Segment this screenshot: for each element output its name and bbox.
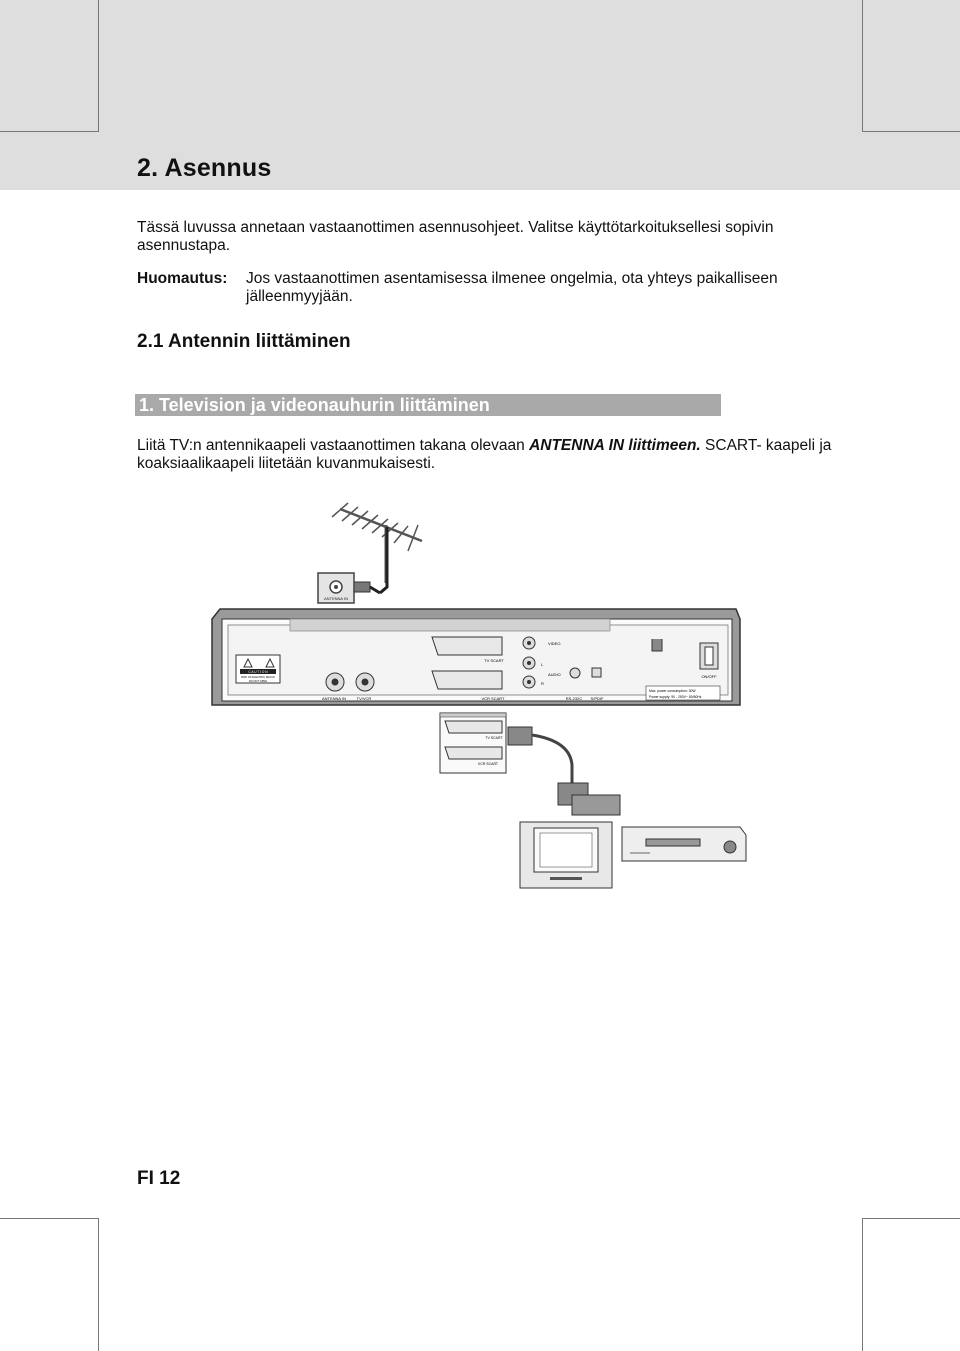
crop-mark xyxy=(862,1218,863,1351)
antenna-in-label: ANTENNA IN xyxy=(321,696,347,701)
subsection-title: 2.1 Antennin liittäminen xyxy=(137,331,351,352)
power-line2: Power supply: 90 - 250V~ 50/60Hz xyxy=(649,695,702,699)
caution-line2: DO NOT OPEN xyxy=(248,680,268,683)
caution-title: C A U T I O N xyxy=(248,670,268,674)
vcr-icon xyxy=(622,827,746,861)
page-number: FI 12 xyxy=(137,1168,181,1189)
crop-mark xyxy=(98,0,99,132)
body-paragraph xyxy=(137,437,837,473)
note-label: Huomautus: xyxy=(137,270,228,287)
scart-cable xyxy=(508,727,620,815)
wall-socket-label: ANTENNA IN xyxy=(323,596,349,601)
caution-label xyxy=(236,655,280,683)
audio-l-label: L xyxy=(541,662,544,667)
tv-vcr-connector xyxy=(356,673,374,701)
audio-label: AUDIO xyxy=(548,672,561,677)
power-cord-icon xyxy=(652,639,662,651)
connection-diagram xyxy=(200,495,760,895)
panel-tv-scart-label: TV SCART xyxy=(485,736,503,740)
intro-paragraph: Tässä luvussa annetaan vastaanottimen asennusohjeet. Valitse käyttötarkoituksellesi sopivin asennustapa. xyxy=(137,219,774,254)
power-switch xyxy=(700,643,718,679)
panel-vcr-scart-label: VCR SCART xyxy=(477,762,499,766)
caution-line1: RISK OF ELECTRIC SHOCK xyxy=(241,676,275,679)
crop-mark xyxy=(862,131,960,132)
audio-r-label: R xyxy=(541,681,544,686)
tv-scart-label: TV SCART xyxy=(484,658,504,663)
crop-mark xyxy=(0,1218,99,1219)
vcr-scart-label: VCR SCART xyxy=(481,696,505,701)
tv-icon xyxy=(520,822,612,888)
spdif-label: S/PDIF xyxy=(590,696,604,701)
crop-mark xyxy=(862,1218,960,1219)
crop-mark xyxy=(862,0,863,132)
section-title: 2. Asennus xyxy=(137,154,272,182)
power-rating-label xyxy=(646,686,720,700)
rs232-label: RS-232C xyxy=(565,696,583,701)
crop-mark xyxy=(0,131,99,132)
tv-vcr-label: TV/VCR xyxy=(356,696,372,701)
note-text: Jos vastaanottimen asentamisessa ilmenee ongelmia, ota yhteys paikalliseen jälleenmyyjään. xyxy=(246,270,778,305)
scart-panel xyxy=(440,713,506,773)
wall-socket xyxy=(318,573,380,603)
video-label: VIDEO xyxy=(548,641,561,646)
onoff-label: ON/OFF xyxy=(701,674,717,679)
body-text-part1: Liitä TV:n antennikaapeli vastaanottimen takana olevaan xyxy=(137,437,530,454)
step-title: 1. Television ja videonauhurin liittäminen xyxy=(135,394,721,416)
body-text-part2: SCART- kaapeli ja koaksiaalikaapeli liitetään kuvanmukaisesti. xyxy=(137,437,832,472)
power-line1: Max. power consumption: 30W xyxy=(649,689,696,693)
body-emphasis: ANTENNA IN liittimeen. xyxy=(529,437,701,454)
crop-mark xyxy=(98,1218,99,1351)
